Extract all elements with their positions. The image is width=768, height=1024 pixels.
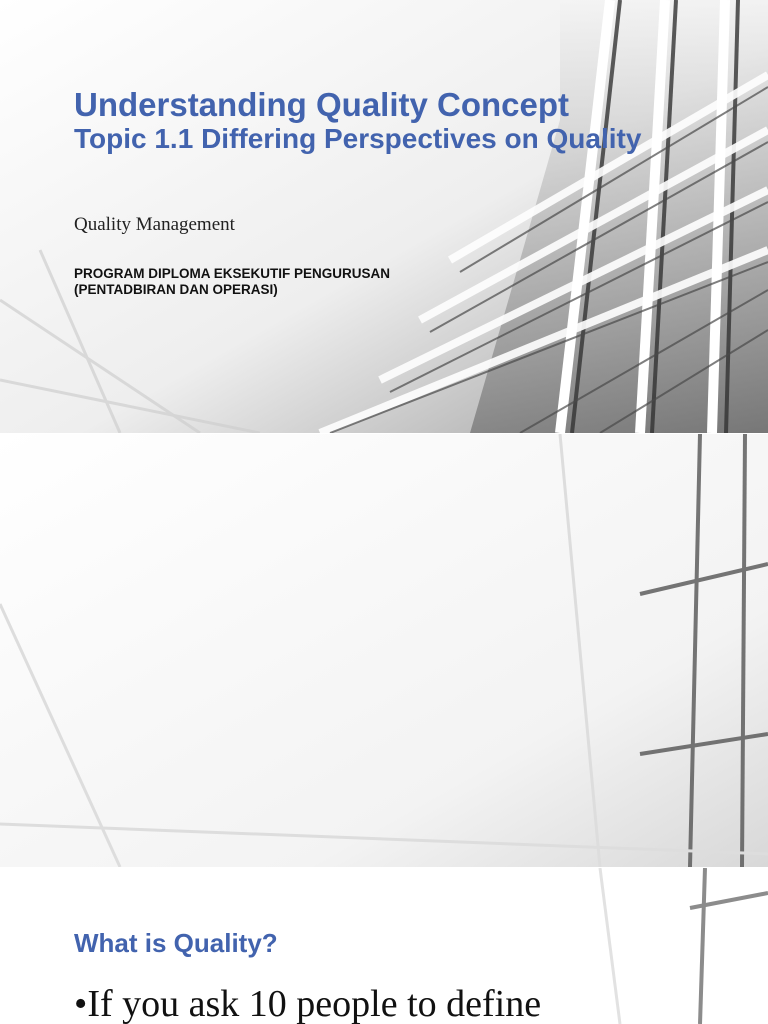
title-slide [0, 0, 768, 433]
definition-slide [0, 868, 768, 1024]
program-line-1: PROGRAM DIPLOMA EKSEKUTIF PENGURUSAN [74, 266, 391, 281]
definition-bullet [74, 982, 541, 1024]
program-name [74, 266, 390, 298]
topic-subtitle: Topic 1.1 Differing Perspectives on Quality [74, 123, 642, 154]
bullet-icon: • [74, 983, 88, 1024]
window-background-image [0, 434, 768, 867]
course-name: Quality Management [74, 214, 235, 235]
what-is-quality-heading: What is Quality? [74, 928, 278, 958]
definition-text: If you ask 10 people to define [87, 983, 542, 1024]
presentation-title: Understanding Quality Concept [74, 86, 570, 123]
objectives-slide [0, 434, 768, 867]
program-line-2: (PENTADBIRAN DAN OPERASI) [74, 282, 278, 297]
